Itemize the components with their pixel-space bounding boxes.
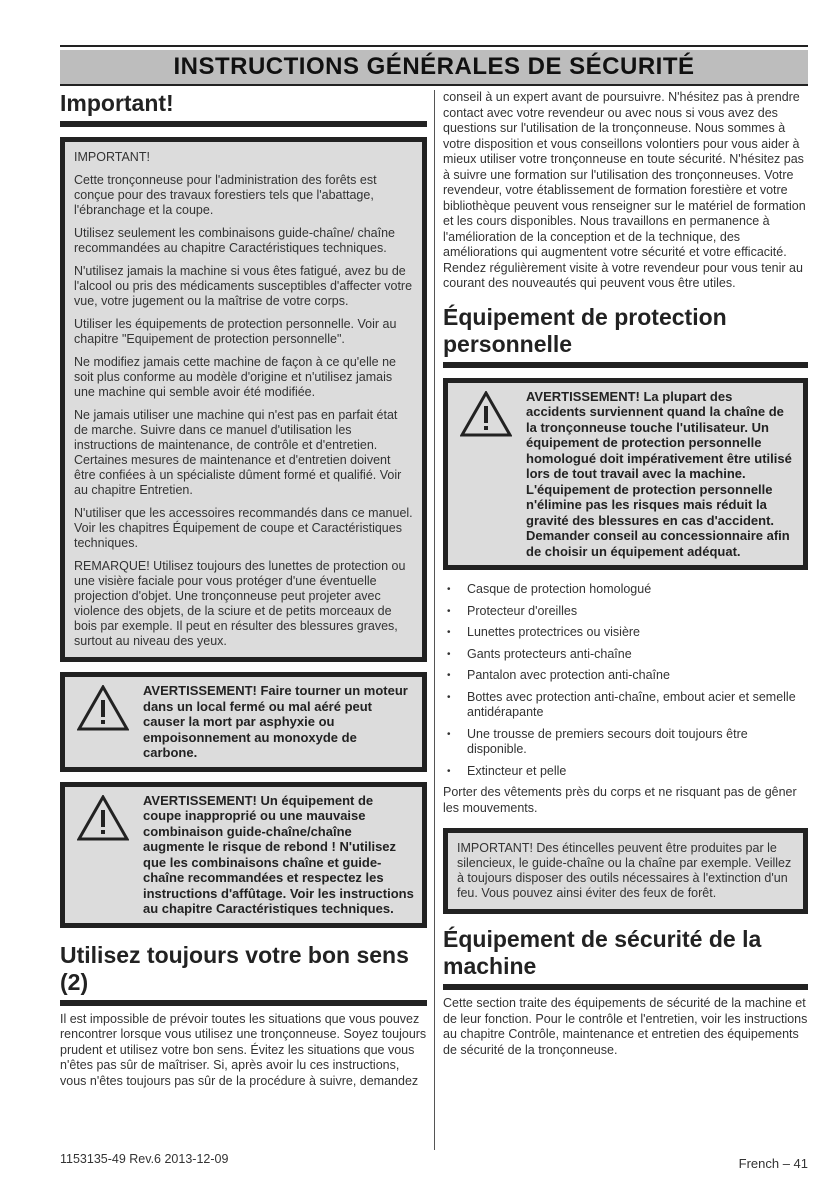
important-text: IMPORTANT! Des étincelles peuvent être produites par le silencieux, le guide-chaîne ou la chaîne par exemple. Veillez à toujours disposer des outils nécessaires à l'extinction d'un feu. Vous pouvez ainsi éviter des feux de forêt. <box>457 841 792 900</box>
warning-box-ppe <box>443 378 808 571</box>
left-column <box>60 90 427 1089</box>
important-line: Cette tronçonneuse pour l'administration des forêts est conçue pour des travaux forestiers tels que l'abattage, l'ébranchage et la coupe. <box>74 173 377 217</box>
heading-common-sense: Utilisez toujours votre bon sens (2) <box>60 941 409 995</box>
list-item: • Bottes avec protection anti-chaîne, embout acier et semelle antidérapante <box>443 690 808 721</box>
continued-paragraph: conseil à un expert avant de poursuivre. N'hésitez pas à prendre contact avec votre revendeur ou avec nous si vous avez des questions sur l'utilisation de la tronçonneuse. Nous sommes à votre disposition et vous conseillons volontiers pour vous aider à mieux utiliser votre tronçonneuse en toute sécurité. N'hésitez pas à suivre une formation sur l'utilisation des tronçonneuses. Votre revendeur, votre établissement de formation forestière et votre bibliothèque peuvent vous renseigner sur le matériel de formation et les cours disponibles. Nous travaillons en permanence à l'amélioration de la conception et de la technique, des améliorations qui augmentent votre sécurité et votre efficacité. Rendez régulièrement visite à votre revendeur pour vous tenir au courant des nouveautés qui peuvent vous être utiles. <box>443 90 806 290</box>
column-divider <box>434 90 435 1150</box>
common-sense-paragraph: Il est impossible de prévoir toutes les situations que vous pouvez rencontrer lorsque vous utilisez une tronçonneuse. Soyez toujours prudent et utilisez votre bon sens. Évitez les situations que vous n'êtes pas sûr de maîtriser. Si, après avoir lu ces instructions, vous n'êtes toujours pas sûr de la procédure à suivre, demandez <box>60 1011 427 1088</box>
clothing-paragraph: Porter des vêtements près du corps et ne risquant pas de gêner les mouvements. <box>443 785 797 815</box>
warning-text: AVERTISSEMENT! La plupart des accidents surviennent quand la chaîne de la tronçonneuse touche l'utilisateur. Un équipement de protection personnelle homologué doit impérativement être utilisé lors de tout travail avec la machine. L'équipement de protection personnelle n'élimine pas les risques mais réduit la gravité des blessures en cas d'accident. Demander conseil au concessionnaire afin de choisir un équipement adéquat. <box>526 388 792 559</box>
important-line: Utilisez seulement les combinaisons guide-chaîne/ chaîne recommandées au chapitre Caractéristiques techniques. <box>74 226 396 255</box>
important-line: Ne modifiez jamais cette machine de façon à ce qu'elle ne soit plus conforme au modèle d'origine et n'utilisez jamais une machine qui semble avoir été modifiée. <box>74 355 397 399</box>
top-rule <box>60 45 808 47</box>
list-item: • Extincteur et pelle <box>443 764 808 780</box>
heading-machine-safety: Équipement de sécurité de la machine <box>443 926 762 979</box>
list-item: • Casque de protection homologué <box>443 582 808 598</box>
list-item: • Gants protecteurs anti-chaîne <box>443 647 808 663</box>
heading-rule <box>443 362 808 368</box>
important-box-sparks <box>443 828 808 914</box>
warning-triangle-icon <box>460 391 512 437</box>
important-line: REMARQUE! Utilisez toujours des lunettes de protection ou une visière faciale pour vous protéger d'une éventuelle projection d'objet. Une tronçonneuse peut projeter avec violence des objets, de la sciure et de petits morceaux de bois par exemple. Il peut en résulter des blessures graves, surtout au niveau des yeux. <box>74 559 406 648</box>
important-line: Ne jamais utiliser une machine qui n'est pas en parfait état de marche. Suivre dans ce manuel d'utilisation les instructions de maintenance, de contrôle et d'entretien. Certaines mesures de maintenance et d'entretien doivent être confiées à un spécialiste dûment formé et qualifié. Voir au chapitre Entretien. <box>74 408 402 497</box>
important-box <box>60 137 427 662</box>
important-line: N'utiliser que les accessoires recommandés dans ce manuel. Voir les chapitres Équipement de coupe et Caractéristiques techniques. <box>74 506 413 550</box>
warning-triangle-icon <box>77 685 129 731</box>
warning-text: AVERTISSEMENT! Faire tourner un moteur dans un local fermé ou mal aéré peut causer la mort par asphyxie ou empoisonnement au monoxyde de carbone. <box>143 683 408 760</box>
document-id: 1153135-49 Rev.6 2013-12-09 <box>60 1152 229 1166</box>
important-line: Utiliser les équipements de protection personnelle. Voir au chapitre "Equipement de protection personnelle". <box>74 317 397 346</box>
heading-ppe: Équipement de protection personnelle <box>443 303 727 357</box>
warning-box-co <box>60 672 427 772</box>
heading-important: Important! <box>60 90 174 116</box>
list-item: • Lunettes protectrices ou visière <box>443 625 808 641</box>
heading-rule <box>60 121 427 127</box>
warning-text: AVERTISSEMENT! Un équipement de coupe inapproprié ou une mauvaise combinaison guide-chaîne/chaîne augmente le risque de rebond ! N'utilisez que les combinaisons chaîne et guide-chaîne recommandées et respectez les instructions d'affûtage. Voir les instructions au chapitre Caractéristiques techniques. <box>143 792 414 916</box>
machine-safety-paragraph: Cette section traite des équipements de sécurité de la machine et de leur fonction. Pour le contrôle et l'entretien, voir les instructions au chapitre Contrôle, maintenance et entretien des équipements de sécurité de la tronçonneuse. <box>443 996 808 1057</box>
list-item: • Protecteur d'oreilles <box>443 604 808 620</box>
page-number: French – 41 <box>738 1156 808 1171</box>
warning-box-kickback <box>60 782 427 928</box>
important-line: IMPORTANT! <box>74 150 150 164</box>
right-column <box>443 90 808 1058</box>
important-line: N'utilisez jamais la machine si vous êtes fatigué, avez bu de l'alcool ou pris des médicaments susceptibles d'affecter votre vue, votre jugement ou la maîtrise de votre corps. <box>74 264 413 308</box>
warning-triangle-icon <box>77 795 129 841</box>
heading-rule <box>443 984 808 990</box>
list-item: • Une trousse de premiers secours doit toujours être disponible. <box>443 727 808 758</box>
ppe-list <box>443 582 808 779</box>
heading-rule <box>60 1000 427 1006</box>
list-item: • Pantalon avec protection anti-chaîne <box>443 668 808 684</box>
section-banner: INSTRUCTIONS GÉNÉRALES DE SÉCURITÉ <box>60 50 808 86</box>
